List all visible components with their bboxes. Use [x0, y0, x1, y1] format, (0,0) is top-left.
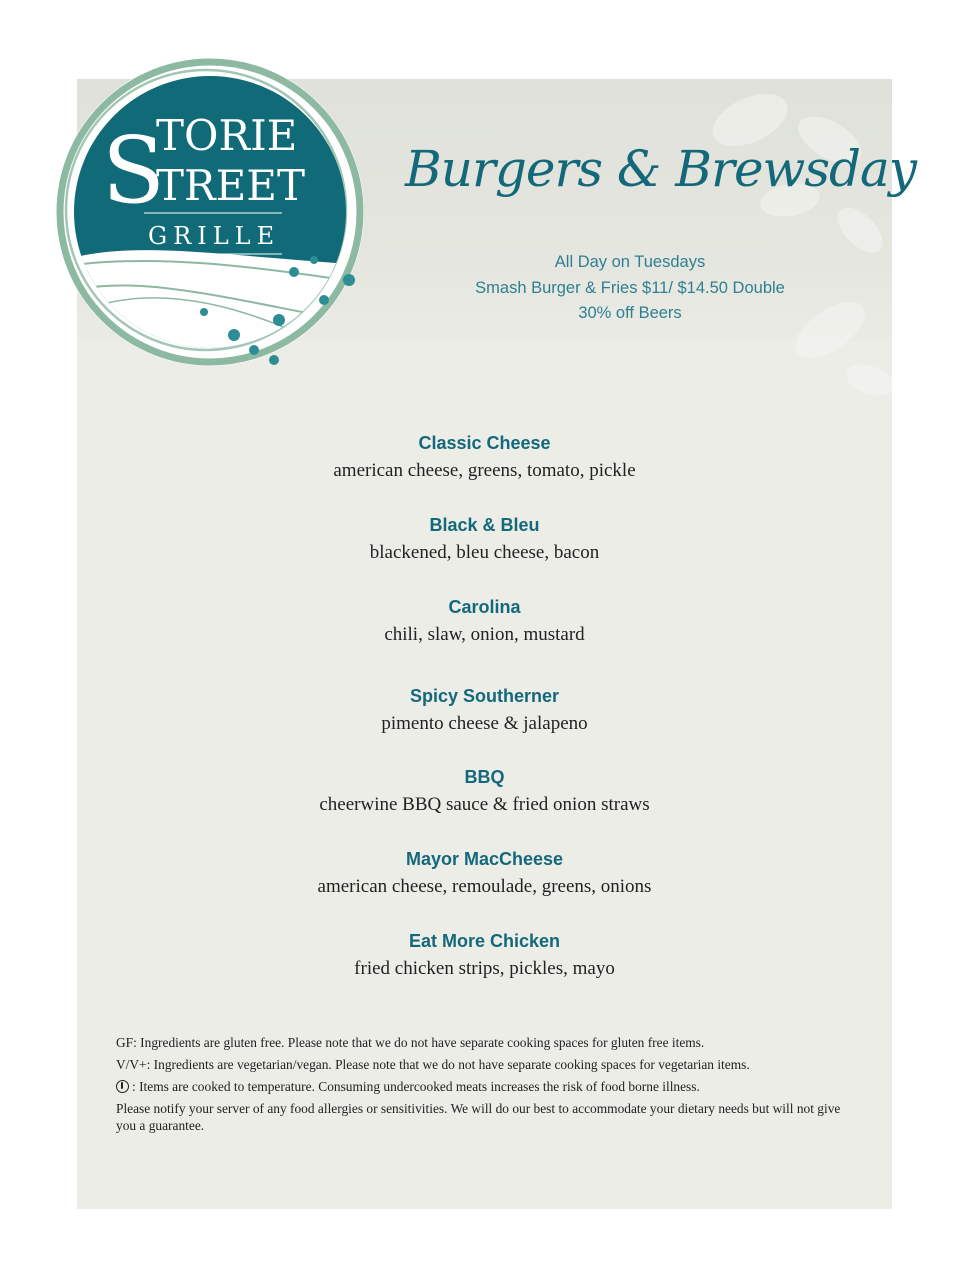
menu-item [77, 512, 892, 568]
note-temperature-text: : Items are cooked to temperature. Consuming undercooked meats increases the risk of food borne illness. [132, 1079, 700, 1094]
menu-item-desc: chili, slaw, onion, mustard [384, 624, 585, 645]
logo-line1: TORIE [156, 111, 298, 160]
menu-item-desc: blackened, bleu cheese, bacon [369, 542, 600, 563]
menu-item-desc: pimento cheese & jalapeno [381, 713, 588, 734]
thermometer-icon [116, 1080, 129, 1093]
logo-initial-s: S [102, 117, 166, 224]
menu-item-desc: american cheese, greens, tomato, pickle [333, 460, 636, 481]
note-temperature [116, 1078, 846, 1095]
promo-line-beer: 30% off Beers [578, 304, 682, 322]
note-gluten-free: GF: Ingredients are gluten free. Please note that we do not have separate cooking spaces for gluten free items. [116, 1035, 705, 1050]
menu-item-name: Carolina [448, 597, 521, 617]
menu-item-desc: cheerwine BBQ sauce & fried onion straws [319, 794, 650, 815]
promo-line-day: All Day on Tuesdays [554, 253, 706, 271]
note-allergy: Please notify your server of any food allergies or sensitivities. We will do our best to accommodate your dietary needs but will not give you a guarantee. [116, 1101, 841, 1133]
storie-street-logo [44, 50, 376, 380]
menu-item [77, 594, 892, 650]
note-vegan: V/V+: Ingredients are vegetarian/vegan. Please note that we do not have separate cooking spaces for vegetarian items. [116, 1057, 750, 1072]
logo-line3: GRILLE [148, 222, 281, 250]
menu-item [77, 683, 892, 739]
menu-item-name: BBQ [464, 767, 505, 787]
menu-item-name: Classic Cheese [418, 433, 551, 453]
menu-item [77, 928, 892, 984]
promo-details [440, 250, 820, 327]
promo-line-price: Smash Burger & Fries $11/ $14.50 Double [475, 278, 785, 297]
menu-item [77, 764, 892, 820]
menu-item-name: Mayor MacCheese [405, 849, 564, 869]
menu-item-name: Spicy Southerner [409, 686, 560, 706]
menu-item [77, 430, 892, 486]
leaf-watermark-icon [680, 80, 892, 410]
menu-item-desc: fried chicken strips, pickles, mayo [354, 958, 615, 979]
menu-footnotes [116, 1034, 846, 1139]
logo-line2: TREET [156, 161, 305, 210]
menu-item-name: Black & Bleu [429, 515, 540, 535]
menu-item [77, 846, 892, 902]
promo-title: Burgers & Brewsday [405, 140, 917, 198]
menu-item-desc: american cheese, remoulade, greens, onions [317, 876, 652, 897]
menu-item-name: Eat More Chicken [408, 931, 561, 951]
